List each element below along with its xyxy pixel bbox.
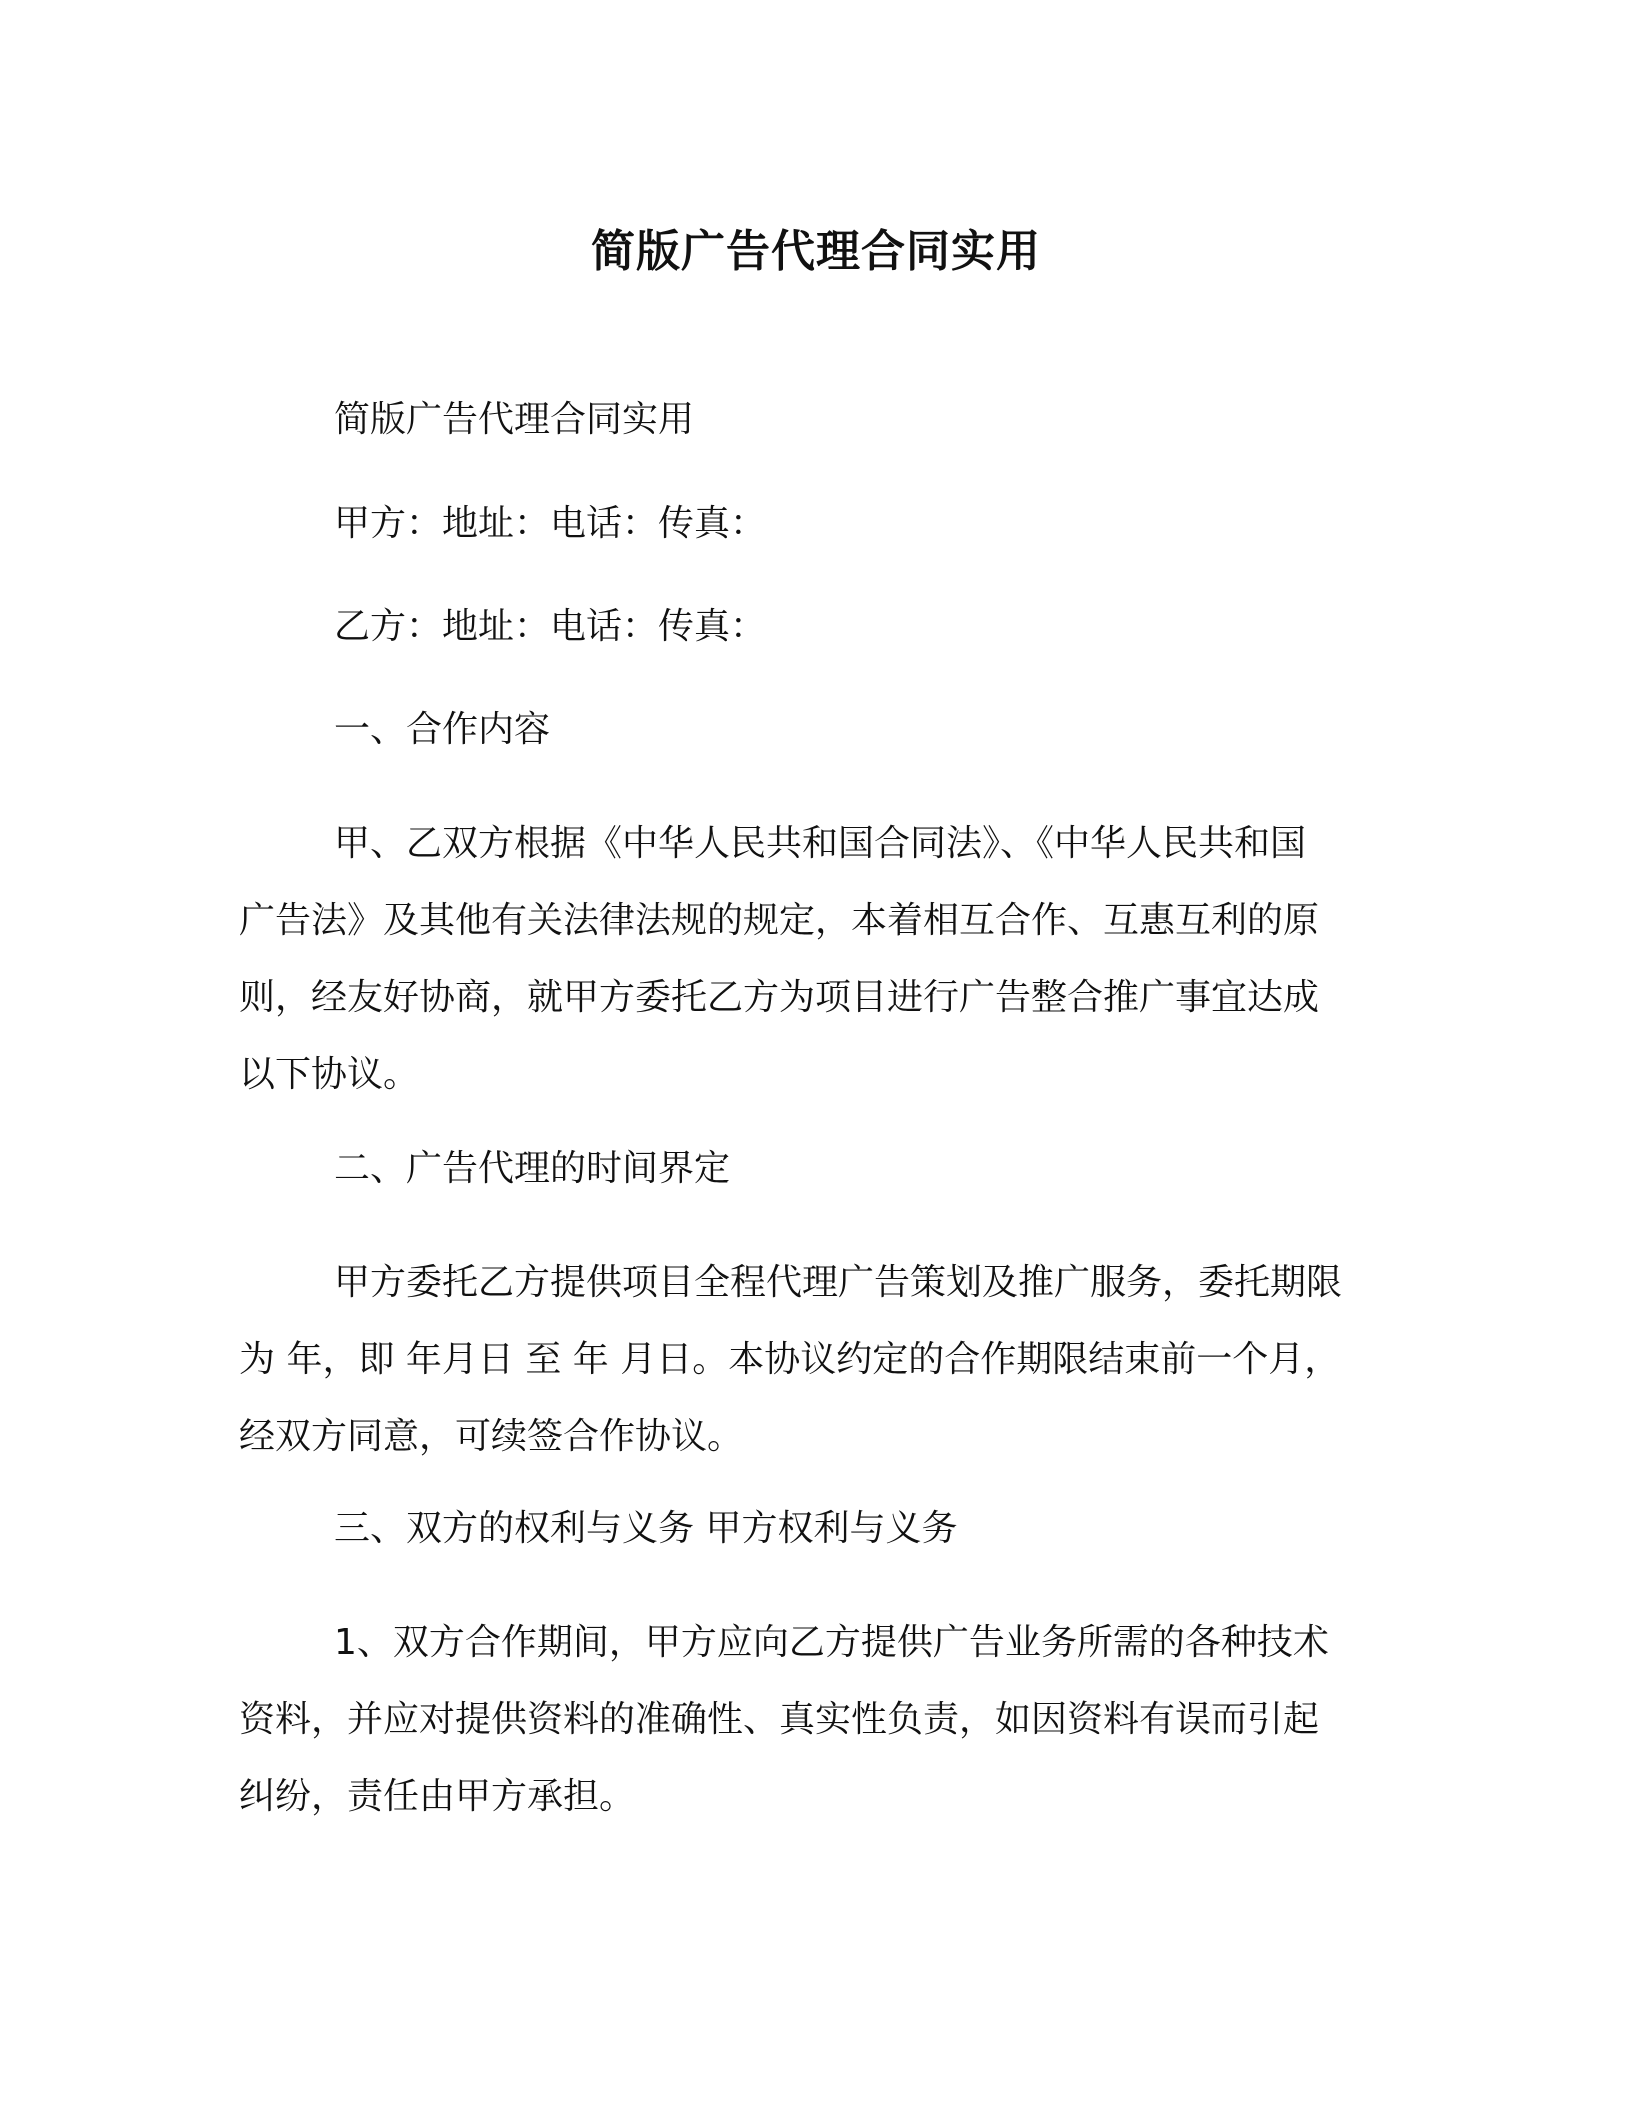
paragraph-line: 甲、乙双方根据《中华人民共和国合同法》、《中华人民共和国: [334, 823, 1307, 864]
party-a-line: 甲方：地址：电话：传真：: [334, 503, 767, 544]
paragraph-line: 甲方委托乙方提供项目全程代理广告策划及推广服务，委托期限: [334, 1262, 1343, 1303]
section-heading-cooperation-content: 一、合作内容: [334, 709, 551, 750]
paragraph-line: 为 年，即 年月日 至 年 月日。本协议约定的合作期限结束前一个月，: [239, 1339, 1341, 1380]
section-heading-rights-obligations: 三、双方的权利与义务 甲方权利与义务: [334, 1508, 958, 1549]
paragraph-line: 则，经友好协商，就甲方委托乙方为项目进行广告整合推广事宜达成: [239, 977, 1320, 1018]
section-paragraph-cooperation-content: [239, 805, 1379, 1113]
section-paragraph-rights-obligations: [239, 1604, 1379, 1835]
document-title: 简版广告代理合同实用: [591, 226, 1041, 277]
paragraph-line: 1、双方合作期间，甲方应向乙方提供广告业务所需的各种技术: [334, 1622, 1329, 1663]
paragraph-line: 资料，并应对提供资料的准确性、真实性负责，如因资料有误而引起: [239, 1699, 1320, 1740]
section-paragraph-agency-period: [239, 1244, 1379, 1475]
document-subtitle: 简版广告代理合同实用: [334, 399, 695, 440]
party-b-line: 乙方：地址：电话：传真：: [334, 606, 767, 647]
paragraph-line: 广告法》及其他有关法律法规的规定，本着相互合作、互惠互利的原: [239, 900, 1320, 941]
paragraph-line: 以下协议。: [239, 1054, 420, 1095]
paragraph-line: 纠纷，责任由甲方承担。: [239, 1776, 636, 1817]
section-heading-agency-period: 二、广告代理的时间界定: [334, 1148, 731, 1189]
paragraph-line: 经双方同意，可续签合作协议。: [239, 1416, 744, 1457]
